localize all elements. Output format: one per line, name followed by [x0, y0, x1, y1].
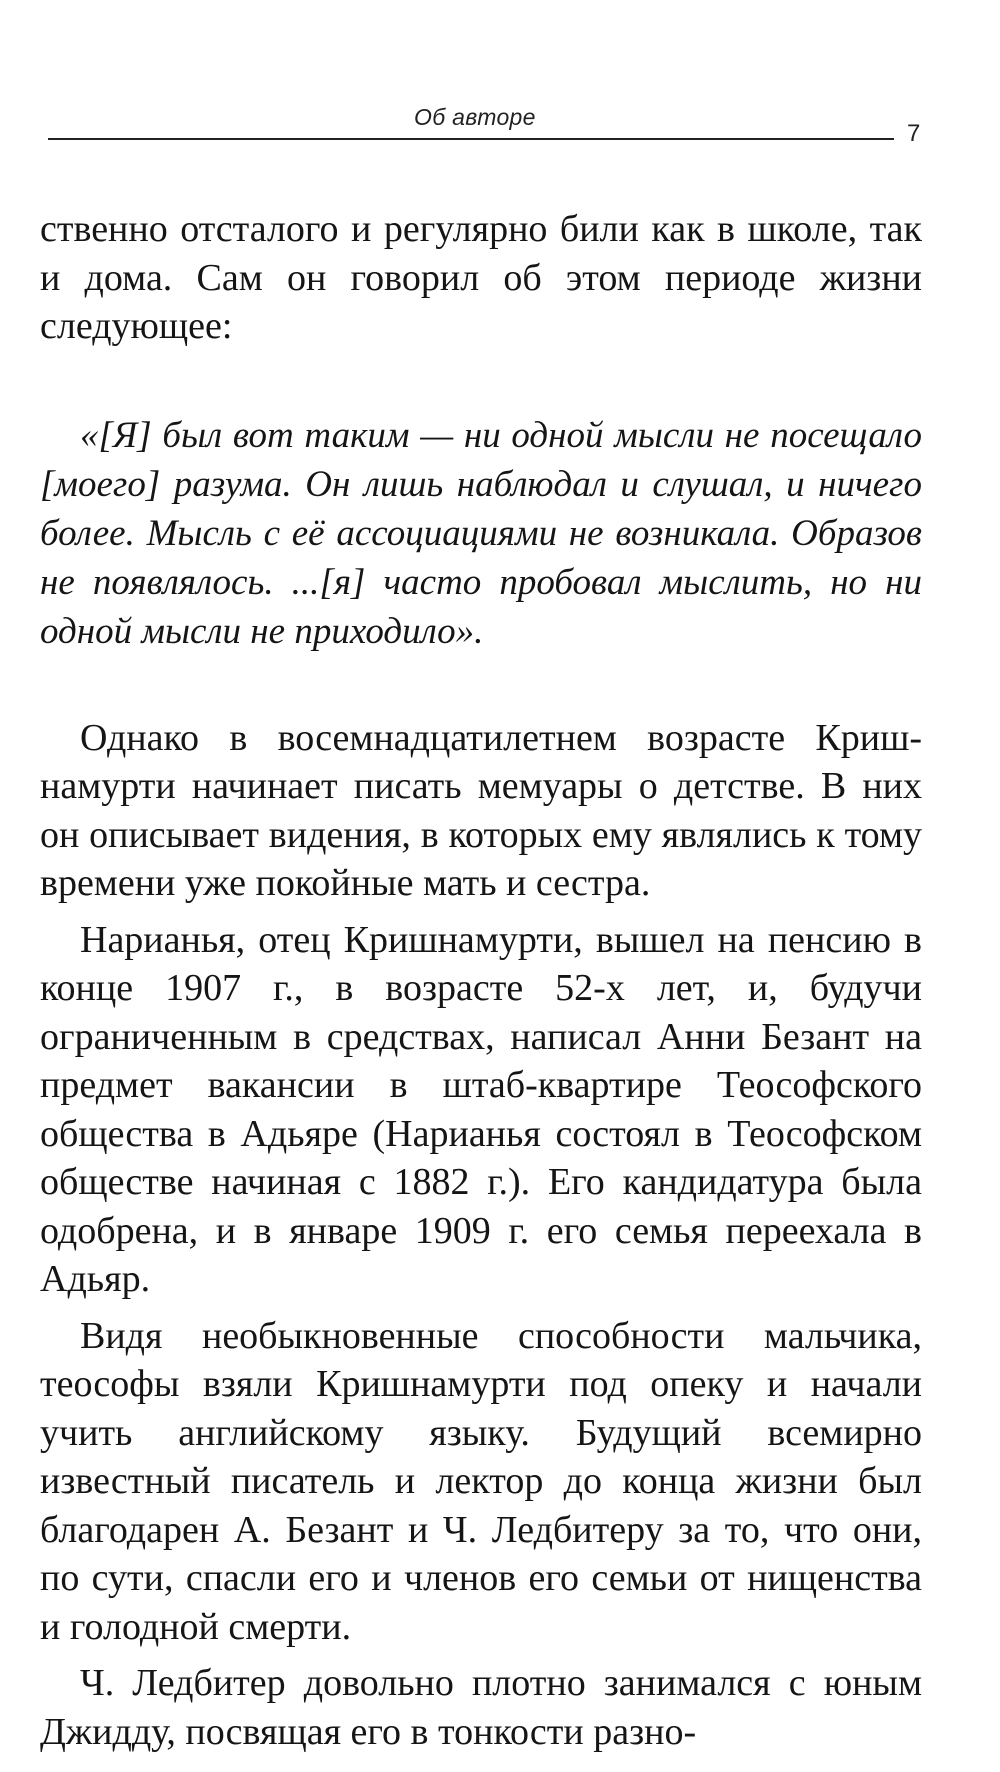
- page-number: 7: [907, 120, 921, 147]
- paragraph-leadbeater: Ч. Ледбитер довольно плотно занимался с юным Джидду, посвящая его в тонкости разно-: [40, 1662, 922, 1753]
- quote-block: «[Я] был вот таким — ни одной мысли не посещало [моего] разума. Он лишь наблюдал и слушал, и ничего более. Мысль с её ассоциациями не возникала. Образов не появлялось. ...[я] часто пробовал мыслить, но ни одной мысли не приходило».: [40, 414, 922, 652]
- paragraph-father-pension: Нарианья, отец Кришнамурти, вышел на пенсию в конце 1907 г., в возрасте 52-х лет, и, будучи ограниченным в средствах, написал Анни Безант на предмет вакансии в штаб-квартире Теософского общества в Адьяре (Нарианья состоял в Теософском обществе начиная с 1882 г.). Его кандидатура была одобрена, и в январе 1909 г. его семья переехала в Адьяр.: [40, 918, 922, 1300]
- paragraph-continued: ственно отсталого и регулярно били как в школе, так и дома. Сам он говорил об этом периоде жизни следующее:: [40, 208, 922, 347]
- paragraph-theosophists: Видя необыкновенные способности мальчика, теософы взяли Кришнамурти под опеку и начали учить английскому языку. Будущий всемирно известный писатель и лектор до конца жизни был благодарен А. Безант и Ч. Ледбитеру за то, что они, по сути, спасли его и членов его семьи от нищенства и голодной смерти.: [40, 1314, 922, 1648]
- body-text: [40, 205, 922, 1756]
- running-header-title: Об авторе: [414, 104, 536, 130]
- header-rule: [48, 138, 894, 140]
- paragraph-memoirs: Однако в восемнадцатилетнем возрасте Кришнамурти начинает писать мемуары о детстве. В них он описывает видения, в которых ему являлись к тому времени уже покойные мать и сестра.: [40, 716, 922, 904]
